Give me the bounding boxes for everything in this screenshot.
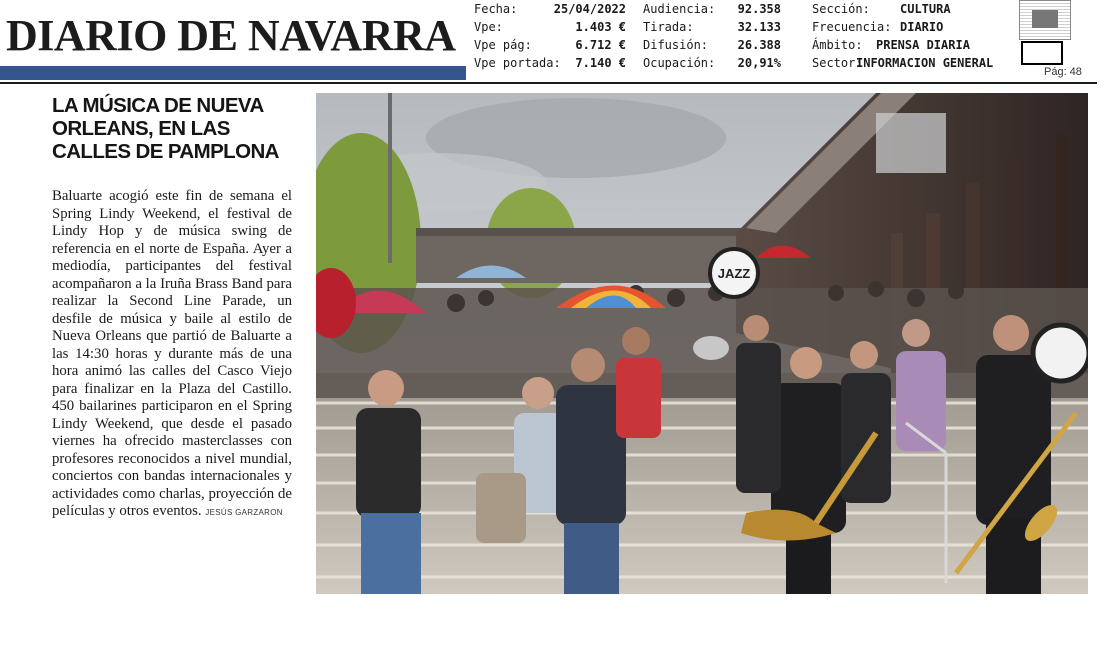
meta-value: PRENSA DIARIA [876, 38, 970, 52]
meta-circulation-row [643, 38, 793, 56]
meta-label: Vpe: [474, 20, 503, 34]
meta-label: Tirada: [643, 20, 694, 34]
meta-value: INFORMACION GENERAL [856, 56, 994, 70]
header-rule [0, 82, 1097, 84]
meta-label: Sección: [812, 2, 870, 16]
meta-label: Frecuencia: [812, 20, 892, 34]
meta-vpe-row [474, 20, 634, 38]
thumbnail-image [1032, 10, 1058, 28]
meta-label: Vpe pág: [474, 38, 532, 52]
masthead-bar [0, 66, 466, 80]
meta-label: Difusión: [643, 38, 709, 52]
photo-illustration [316, 93, 1088, 594]
article-body [52, 188, 292, 522]
thumbnail-marker [1021, 41, 1063, 65]
meta-date-row [474, 2, 634, 20]
article-photo [316, 93, 1088, 594]
article-headline: LA MÚSICA DE NUEVA ORLEANS, EN LAS CALLES DE PAMPLONA [52, 94, 279, 163]
meta-value: 1.403 € [575, 20, 626, 34]
article-body-text: Baluarte acogió este fin de semana el Spring Lindy Weekend, el festival de Lindy Hop y de música swing de referencia en el norte de España. Ayer a mediodía, participantes del festival acompañaron a la Iruña Brass Band para realizar la Second Line Parade, un desfile de música y baile al estilo de Nueva Orleans que partió de Baluarte a las 14:30 horas y durante más de una hora animó las calles del Casco Viejo para finalizar en la Plaza del Castillo. 450 bailarines participaron en el Spring Lindy Weekend, que desde el pasado viernes ha ofrecido masterclasses con profesores reconocidos a nivel mundial, conciertos con bandas internacionales y actividades como charlas, proyección de películas y otros eventos. [52, 188, 292, 519]
meta-value: 7.140 € [575, 56, 626, 70]
meta-column-2 [643, 2, 793, 74]
meta-vpe-cover-row [474, 56, 634, 74]
meta-value: DIARIO [900, 20, 944, 34]
meta-value: 25/04/2022 [553, 2, 626, 16]
meta-column-1 [474, 2, 634, 74]
meta-value: 92.358 [737, 2, 781, 16]
meta-value: 6.712 € [575, 38, 626, 52]
meta-sector-row [812, 56, 1022, 74]
tuba [693, 336, 729, 360]
page-number: Pág: 48 [1044, 66, 1082, 78]
meta-scope-row [812, 38, 1022, 56]
meta-label: Sector: [812, 56, 863, 70]
meta-frequency-row [812, 20, 1022, 38]
meta-label: Vpe portada: [474, 56, 561, 70]
photo-credit: JESÚS GARZARON [205, 508, 283, 517]
meta-label: Ámbito: [812, 38, 863, 52]
meta-value: 32.133 [737, 20, 781, 34]
meta-value: CULTURA [900, 2, 951, 16]
meta-vpe-page-row [474, 38, 634, 56]
drum-label: JAZZ [717, 266, 751, 281]
meta-print-run-row [643, 20, 793, 38]
meta-audience-row [643, 2, 793, 20]
masthead-title: DIARIO DE NAVARRA [6, 11, 456, 60]
meta-label: Fecha: [474, 2, 518, 16]
meta-value: 20,91% [737, 56, 781, 70]
meta-value: 26.388 [737, 38, 781, 52]
page-thumbnail [1019, 0, 1071, 40]
meta-column-3 [812, 2, 1022, 74]
meta-label: Audiencia: [643, 2, 716, 16]
meta-label: Ocupación: [643, 56, 716, 70]
bass-drum [1033, 325, 1088, 381]
meta-occupancy-row [643, 56, 793, 74]
meta-section-row [812, 2, 1022, 20]
